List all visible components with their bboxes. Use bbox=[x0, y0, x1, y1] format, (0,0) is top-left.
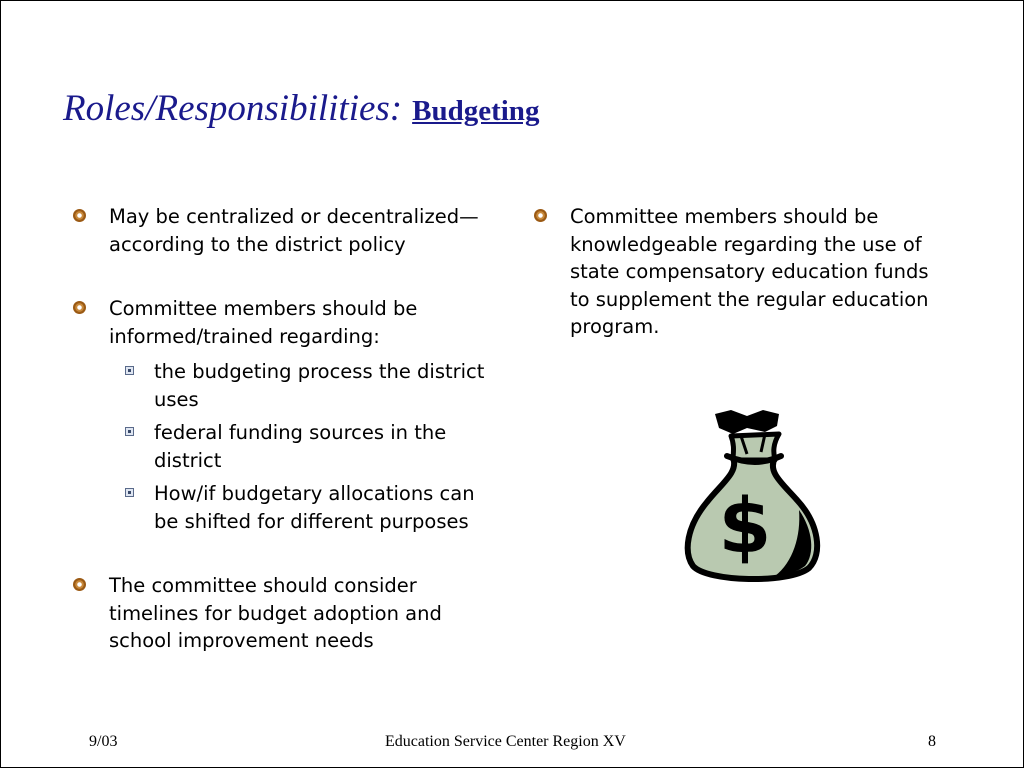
money-bag-icon bbox=[681, 406, 821, 584]
right-column bbox=[534, 203, 944, 341]
bullet-icon bbox=[73, 301, 86, 314]
bullet-text: Committee members should be knowledgeable regarding the use of state compensatory education funds to supplement the regular education program. bbox=[570, 205, 929, 338]
sub-bullet-list bbox=[109, 358, 493, 535]
bullet-item bbox=[73, 203, 493, 258]
sub-bullet-text: the budgeting process the district uses bbox=[154, 360, 485, 411]
footer-date: 9/03 bbox=[89, 733, 118, 750]
sub-bullet-text: federal funding sources in the district bbox=[154, 421, 447, 472]
bullet-item bbox=[534, 203, 944, 341]
sub-bullet-text: How/if budgetary allocations can be shifted for different purposes bbox=[154, 482, 475, 533]
bullet-icon bbox=[534, 209, 547, 222]
left-column bbox=[73, 203, 493, 655]
title-sub: Budgeting bbox=[412, 95, 540, 127]
sub-bullet-item bbox=[109, 358, 493, 413]
bullet-item bbox=[73, 572, 493, 655]
square-bullet-icon bbox=[125, 488, 134, 497]
bullet-text: May be centralized or decentralized—according to the district policy bbox=[109, 205, 479, 256]
bullet-icon bbox=[73, 578, 86, 591]
square-bullet-icon bbox=[125, 366, 134, 375]
title-main: Roles/Responsibilities: bbox=[63, 88, 403, 129]
dollar-sign: $ bbox=[718, 481, 772, 570]
sub-bullet-item bbox=[109, 419, 493, 474]
sub-bullet-item bbox=[109, 480, 493, 535]
slide-title bbox=[63, 87, 539, 130]
bullet-text: The committee should consider timelines for budget adoption and school improvement needs bbox=[109, 574, 442, 652]
page-number: 8 bbox=[928, 733, 936, 750]
bullet-item bbox=[73, 295, 493, 535]
bullet-text: Committee members should be informed/trained regarding: bbox=[109, 297, 418, 348]
footer-organization: Education Service Center Region XV bbox=[385, 733, 626, 750]
square-bullet-icon bbox=[125, 427, 134, 436]
bullet-icon bbox=[73, 209, 86, 222]
